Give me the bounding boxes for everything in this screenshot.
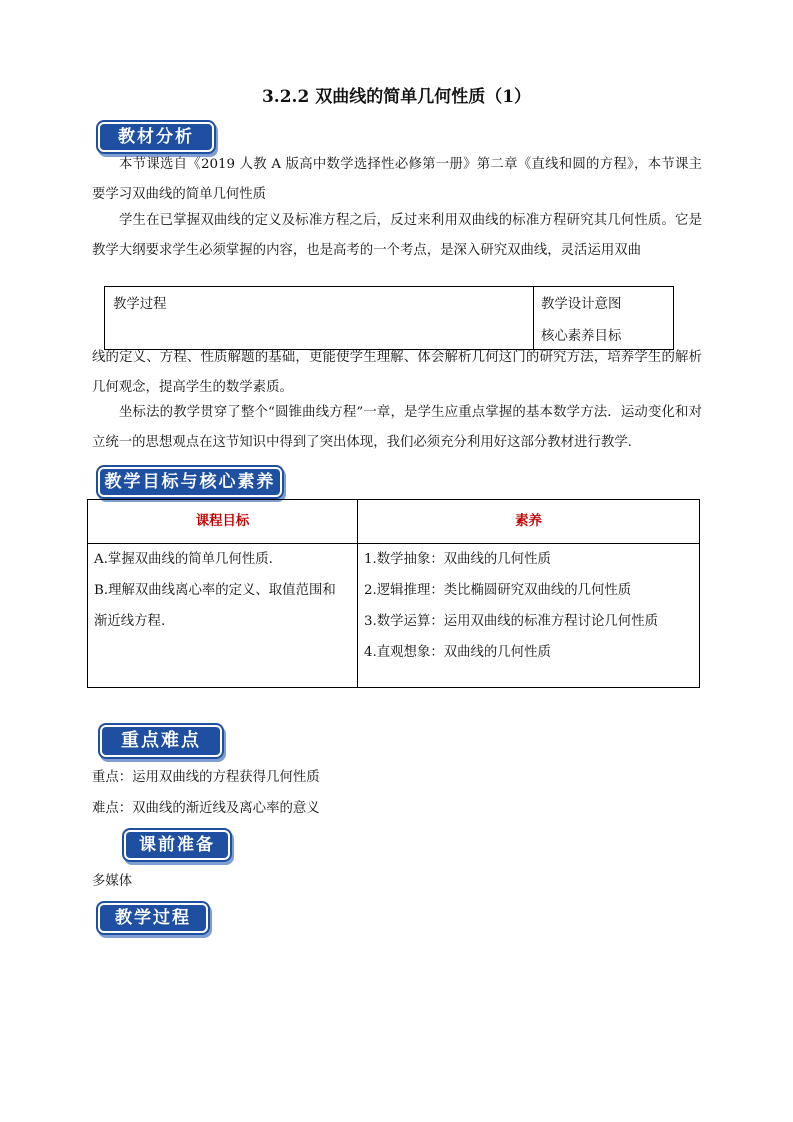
goal-item: 渐近线方程. [94, 614, 166, 629]
analysis-paragraph-3: 线的定义、方程、性质解题的基础，更能使学生理解、体会解析几何这门的研究方法，培养学生的解析几何观念，提高学生的数学素质。 [92, 350, 702, 395]
document-title: 3.2.2 双曲线的简单几何性质（1） [261, 87, 532, 107]
section-badge-process: 教学过程 [98, 903, 208, 933]
section-badge-keypoints: 重点难点 [100, 725, 222, 757]
process-box-col1: 教学过程 [113, 297, 167, 312]
goal-item: B.理解双曲线离心率的定义、取值范围和 [94, 583, 336, 598]
goal-item: A.掌握双曲线的简单几何性质. [94, 552, 273, 567]
goals-left-column [94, 544, 352, 637]
literacy-item: 2.逻辑推理：类比椭圆研究双曲线的几何性质 [364, 583, 632, 598]
process-box-col2-line1: 教学设计意图 [541, 297, 622, 312]
process-box-col2-line2: 核心素养目标 [541, 329, 622, 344]
analysis-paragraph-4: 坐标法的教学贯穿了整个“圆锥曲线方程”一章，是学生应重点掌握的基本数学方法．运动变化和对立统一的思想观点在这节知识中得到了突出体现，我们必须充分利用好这部分教材进行教学. [92, 405, 702, 450]
preparation-text: 多媒体 [92, 874, 133, 889]
goals-table [87, 499, 700, 688]
section-badge-preparation: 课前准备 [124, 830, 230, 860]
literacy-item: 3.数学运算：运用双曲线的标准方程讨论几何性质 [364, 614, 658, 629]
process-box [104, 286, 674, 350]
difficult-point-text: 难点：双曲线的渐近线及离心率的意义 [92, 801, 320, 816]
analysis-paragraph-1: 本节课选自《2019 人教 A 版高中数学选择性必修第一册》第二章《直线和圆的方程》，本节课主要学习双曲线的简单几何性质 [92, 157, 702, 202]
key-point-text: 重点：运用双曲线的方程获得几何性质 [92, 770, 320, 785]
goals-table-header-left: 课程目标 [195, 513, 250, 529]
section-badge-analysis: 教材分析 [98, 122, 214, 152]
section-badge-goals: 教学目标与核心素养 [98, 467, 282, 497]
analysis-paragraph-2: 学生在已掌握双曲线的定义及标准方程之后，反过来利用双曲线的标准方程研究其几何性质。它是教学大纲要求学生必须掌握的内容，也是高考的一个考点，是深入研究双曲线，灵活运用双曲 [92, 213, 702, 258]
process-box-divider [533, 287, 534, 349]
literacy-item: 1.数学抽象：双曲线的几何性质 [364, 552, 551, 567]
goals-right-column [364, 544, 694, 668]
literacy-item: 4.直观想象：双曲线的几何性质 [364, 645, 551, 660]
goals-table-header-right: 素养 [515, 513, 542, 529]
